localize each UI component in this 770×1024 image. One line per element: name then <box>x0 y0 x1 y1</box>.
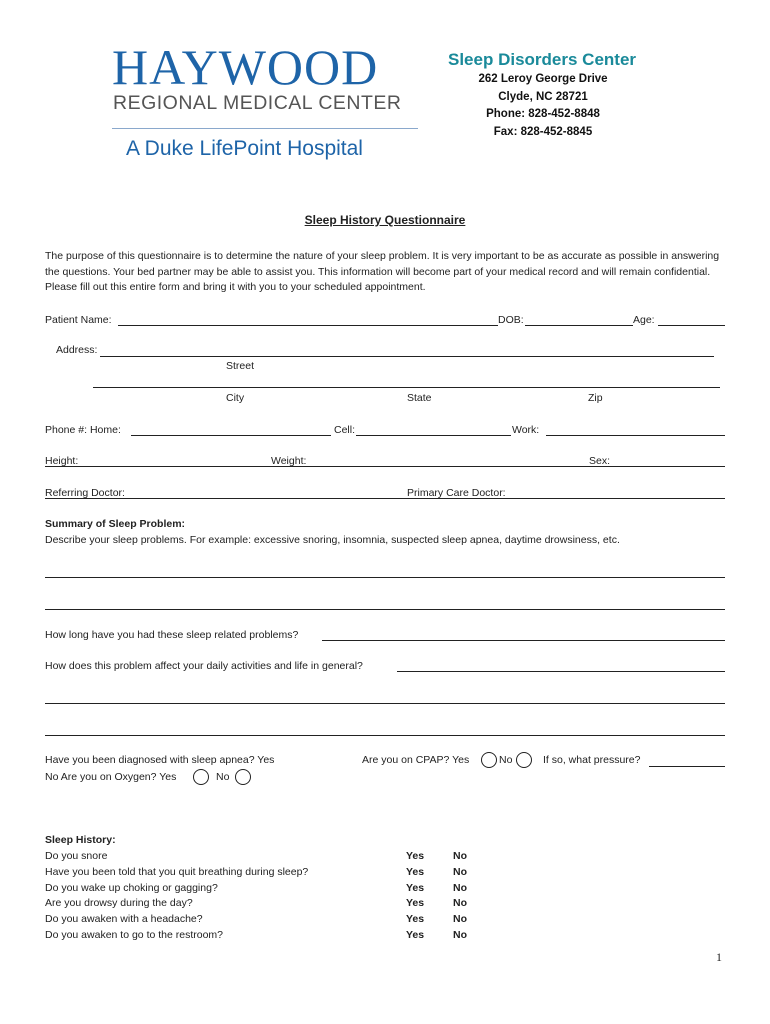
patient-name-field[interactable] <box>118 325 498 326</box>
sleep-history-no[interactable]: No <box>453 850 467 862</box>
sleep-history-question: Do you awaken with a headache? <box>45 913 203 926</box>
cpap-question: Are you on CPAP? Yes <box>362 754 470 766</box>
age-field[interactable] <box>658 325 725 326</box>
page-number: 1 <box>716 950 722 964</box>
state-caption: State <box>407 392 432 404</box>
logo-divider <box>112 128 418 129</box>
how-long-field[interactable] <box>322 640 725 641</box>
height-field[interactable] <box>45 466 725 467</box>
cpap-yes-radio[interactable] <box>481 752 497 768</box>
sleep-history-question: Do you awaken to go to the restroom? <box>45 929 224 941</box>
oxygen-question: No Are you on Oxygen? Yes <box>45 771 177 783</box>
logo-subtitle: REGIONAL MEDICAL CENTER <box>113 92 402 114</box>
sleep-history-no[interactable]: No <box>453 865 467 878</box>
center-name: Sleep Disorders Center <box>448 50 637 69</box>
form-title: Sleep History Questionnaire <box>304 213 466 227</box>
logo-name: HAYWOOD <box>112 39 379 95</box>
age-label: Age: <box>633 314 655 326</box>
dob-label: DOB: <box>498 314 524 326</box>
how-affect-field[interactable] <box>397 671 725 672</box>
sex-label: Sex: <box>589 455 611 467</box>
cell-label: Cell: <box>334 424 356 436</box>
how-long-question: How long have you had these sleep related problems? <box>45 629 299 641</box>
sleep-history-question: Do you wake up choking or gagging? <box>45 881 218 894</box>
referring-doctor-field[interactable] <box>45 498 725 499</box>
summary-line-2[interactable] <box>45 609 725 610</box>
intro-paragraph: The purpose of this questionnaire is to determine the nature of your sleep problem. It is very important to be as accurate as possible in answering the questions. Your bed partner may be able to assist you. This information will become part of your medical record and will remain confidential. Please fill out this entire form and bring it with you to your scheduled appointment. <box>45 250 720 293</box>
pressure-field[interactable] <box>649 766 725 767</box>
sleep-history-yes[interactable]: Yes <box>406 865 425 878</box>
work-field[interactable] <box>546 435 725 436</box>
sleep-history-no[interactable]: No <box>453 913 467 926</box>
pressure-question: If so, what pressure? <box>543 754 641 766</box>
apnea-question: Have you been diagnosed with sleep apnea? Yes <box>45 754 275 766</box>
patient-name-label: Patient Name: <box>45 314 112 326</box>
oxygen-no-radio[interactable] <box>235 769 251 785</box>
center-city: Clyde, NC 28721 <box>498 91 588 103</box>
affect-line-3[interactable] <box>45 735 725 736</box>
sleep-history-question: Have you been told that you quit breathing during sleep? <box>45 865 309 878</box>
sleep-history-heading: Sleep History: <box>45 834 116 846</box>
cpap-no-label: No <box>499 754 513 766</box>
oxygen-no-label: No <box>216 771 230 783</box>
sleep-history-yes[interactable]: Yes <box>406 913 425 926</box>
sleep-history-yes[interactable]: Yes <box>406 929 425 941</box>
sleep-history-no[interactable]: No <box>453 881 467 894</box>
zip-caption: Zip <box>588 392 603 404</box>
center-address: 262 Leroy George Drive <box>478 73 608 85</box>
sleep-history-yes[interactable]: Yes <box>406 897 425 910</box>
city-state-zip-field[interactable] <box>93 387 720 388</box>
sleep-history-question: Do you snore <box>45 850 108 862</box>
weight-label: Weight: <box>271 455 307 467</box>
center-fax: Fax: 828-452-8845 <box>493 126 593 138</box>
logo-tagline: A Duke LifePoint Hospital <box>126 137 363 160</box>
address-label: Address: <box>56 344 98 356</box>
summary-heading: Summary of Sleep Problem: <box>45 518 186 530</box>
street-field[interactable] <box>100 356 714 357</box>
primary-care-doctor-label: Primary Care Doctor: <box>407 487 506 499</box>
street-caption: Street <box>226 360 255 372</box>
sleep-history-no[interactable]: No <box>453 929 467 941</box>
center-phone: Phone: 828-452-8848 <box>486 108 600 120</box>
sleep-history-question: Are you drowsy during the day? <box>45 897 193 910</box>
referring-doctor-label: Referring Doctor: <box>45 487 125 499</box>
cpap-no-radio[interactable] <box>516 752 532 768</box>
height-label: Height: <box>45 455 79 467</box>
sleep-history-yes[interactable]: Yes <box>406 881 425 894</box>
phone-home-label: Phone #: Home: <box>45 424 121 436</box>
work-label: Work: <box>512 424 540 436</box>
how-affect-question: How does this problem affect your daily activities and life in general? <box>45 660 363 672</box>
summary-describe: Describe your sleep problems. For example: excessive snoring, insomnia, suspected sleep apnea, daytime drowsiness, etc. <box>45 534 620 546</box>
phone-home-field[interactable] <box>131 435 331 436</box>
cell-field[interactable] <box>356 435 511 436</box>
summary-line-1[interactable] <box>45 577 725 578</box>
sleep-history-no[interactable]: No <box>453 897 467 910</box>
affect-line-2[interactable] <box>45 703 725 704</box>
dob-field[interactable] <box>525 325 633 326</box>
city-caption: City <box>226 392 245 404</box>
sleep-history-yes[interactable]: Yes <box>406 850 425 862</box>
oxygen-yes-radio[interactable] <box>193 769 209 785</box>
